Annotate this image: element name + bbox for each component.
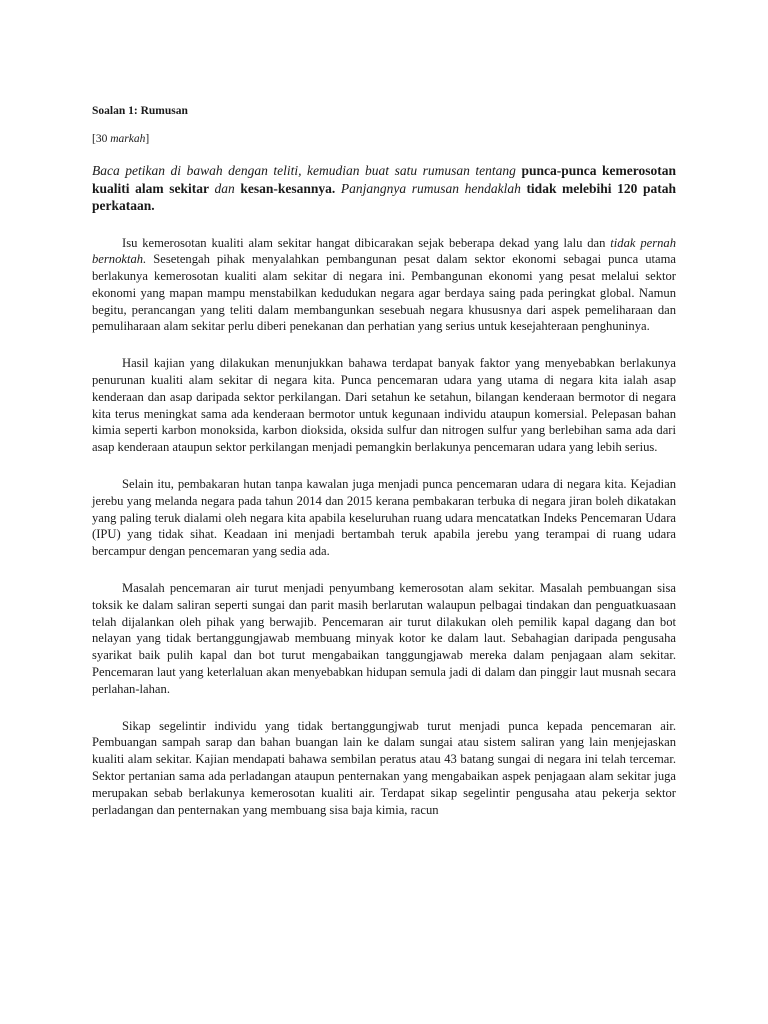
instruction-part1: Baca petikan di bawah dengan teliti, kemudian buat satu rumusan tentang (92, 163, 522, 178)
passage-paragraph-4 (92, 580, 676, 698)
instruction-part3: Panjangnya rumusan hendaklah (335, 180, 527, 196)
paragraph-italic-text: tidak pernah bernoktah. (92, 235, 676, 267)
instruction-bold1: punca-punca kemerosotan kualiti alam sekitar (92, 163, 676, 196)
passage-paragraph-3 (92, 476, 676, 560)
marks-word: markah (110, 133, 146, 145)
instruction-text (92, 162, 676, 215)
document-content (92, 104, 676, 838)
passage-paragraph-1 (92, 235, 676, 336)
marks-prefix: [30 (92, 133, 111, 145)
marks-suffix: ] (145, 133, 150, 145)
paragraph-text: Hasil kajian yang dilakukan menunjukkan bahawa terdapat banyak faktor yang menyebabkan berlakunya penurunan kualiti alam sekitar di negara kita. Punca pencemaran udara yang utama di negara kita ialah asap kenderaan dan asap daripada sektor perkilangan. Dari setahun ke setahun, bilangan kenderaan bermotor di negara kita terus meningkat sama ada kenderaan bermotor untuk kegunaan individu ataupun komersial. Pelepasan bahan kimia seperti karbon monoksida, karbon dioksida, oksida sulfur dan nitrogen sulfur yang berlebihan sama ada dari asap kenderaan ataupun sektor perkilangan menjadi pemangkin berlakunya pencemaran udara yang lebih serius. (92, 356, 676, 455)
passage-paragraph-5 (92, 718, 676, 819)
paragraph-text: Selain itu, pembakaran hutan tanpa kawalan juga menjadi punca pencemaran udara di negara kita. Kejadian jerebu yang melanda negara pada tahun 2014 dan 2015 kerana pembakaran terbuka di negara jiran boleh dikatakan yang paling teruk dialami oleh negara kita apabila keseluruhan ruang udara mencatatkan Indeks Pencemaran Udara (IPU) yang tidak sihat. Keadaan ini menjadi bertambah teruk apabila jerebu yang terampai di ruang udara bercampur dengan pencemaran yang sedia ada. (92, 477, 676, 559)
instruction-bold2: kesan-kesannya. (240, 180, 336, 196)
question-heading: Soalan 1: Rumusan (92, 105, 188, 117)
paragraph-text: Masalah pencemaran air turut menjadi penyumbang kemerosotan alam sekitar. Masalah pembuangan sisa toksik ke dalam saliran seperti sungai dan parit masih berlarutan walaupun pelbagai tindakan dan penguatkuasaan telah dijalankan oleh pihak yang berwajib. Pencemaran air turut dilakukan oleh pemilik kapal dagang dan bot nelayan yang tidak bertanggungjawab membuang minyak kotor ke dalam laut. Sebahagian daripada pengusaha syarikat baik pulih kapal dan bot turut mengabaikan tanggungjawab mereka dalam penjagaan alam sekitar. Pencemaran laut yang keterlaluan akan menyebabkan hidupan semula jadi di dalam dan pinggir laut musnah secara perlahan-lahan. (92, 581, 676, 696)
instruction-part2: dan (208, 180, 241, 196)
paragraph-text: Isu kemerosotan kualiti alam sekitar hangat dibicarakan sejak beberapa dekad yang lalu dan (122, 235, 611, 250)
paragraph-text: Sikap segelintir individu yang tidak bertanggungjwab turut menjadi punca kepada pencemaran air. Pembuangan sampah sarap dan bahan buangan lain ke dalam sungai atau sistem saliran yang lain menjejaskan kualiti alam sekitar. Kajian mendapati bahawa sembilan peratus atau 43 batang sungai di negara ini telah tercemar. Sektor pertanian sama ada perladangan ataupun penternakan yang mengabaikan aspek penjagaan alam sekitar juga merupakan sebab berlakunya kemerosotan kualiti air. Terdapat sikap segelintir pengusaha atau pekerja sektor perladangan dan penternakan yang membuang sisa baja kimia, racun (92, 718, 676, 817)
paragraph-text: Sesetengah pihak menyalahkan pembangunan pesat dalam sektor ekonomi sebagai punca utama berlakunya kemerosotan kualiti alam sekitar di negara ini. Pembangunan ekonomi yang pesat melalui sektor ekonomi yang mapan mampu menstabilkan kedudukan negara agar berdaya saing pada peringkat global. Namun begitu, perancangan yang teliti dalam membangunkan sesebuah negara khususnya dari aspek pemeliharaan dan pemuliharaan alam sekitar perlu diberi penekanan dan perhatian yang serius untuk kesejahteraan penghuninya. (92, 252, 676, 334)
instruction-bold3: tidak melebihi 120 patah perkataan. (92, 180, 676, 213)
marks-label (92, 132, 676, 146)
passage-paragraph-2 (92, 355, 676, 456)
